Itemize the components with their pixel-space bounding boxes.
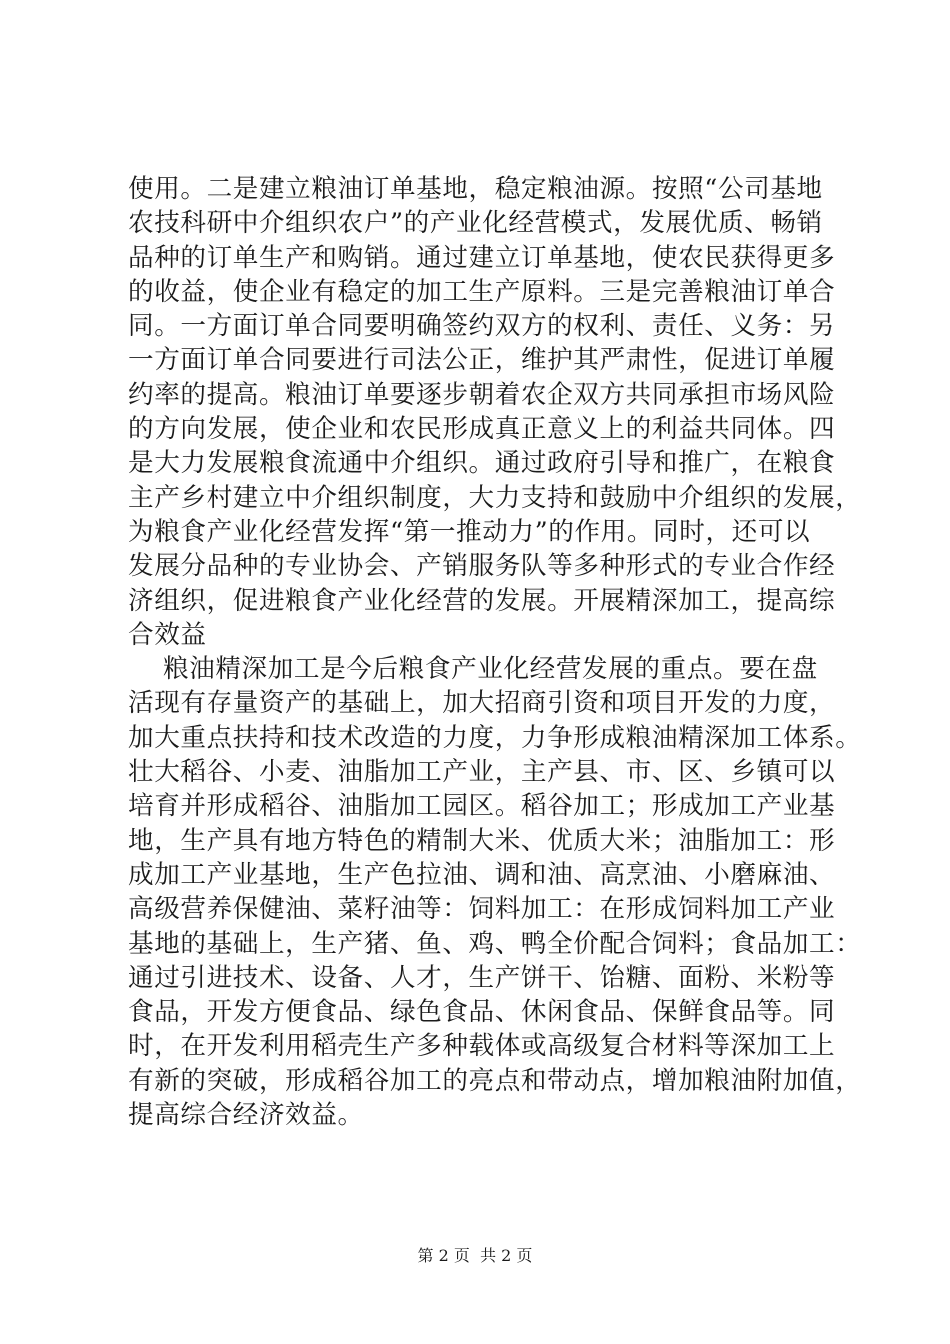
text-line: 高级营养保健油、菜籽油等：饲料加工：在形成饲料加工产业 — [128, 894, 836, 925]
text-line: 使用。二是建立粮油订单基地，稳定粮油源。按照“公司基地 — [128, 174, 823, 204]
page-number: 第 2 页 共 2 页 — [417, 1246, 533, 1265]
text-line: 一方面订单合同要进行司法公正，维护其严肃性，促进订单履 — [128, 345, 836, 376]
text-line: 培育并形成稻谷、油脂加工园区。稻谷加工；形成加工产业基 — [128, 791, 836, 822]
text-line: 有新的突破，形成稻谷加工的亮点和带动点，增加粮油附加值， — [128, 1065, 862, 1096]
text-line: 济组织，促进粮食产业化经营的发展。开展精深加工，提高综 — [128, 585, 836, 616]
text-line: 约率的提高。粮油订单要逐步朝着农企双方共同承担市场风险 — [128, 379, 836, 410]
text-line: 壮大稻谷、小麦、油脂加工产业，主产县、市、区、乡镇可以 — [128, 757, 836, 788]
text-line: 时，在开发利用稻壳生产多种载体或高级复合材料等深加工上 — [128, 1031, 836, 1062]
text-line: 的方向发展，使企业和农民形成真正意义上的利益共同体。四 — [128, 414, 836, 445]
text-line: 主产乡村建立中介组织制度，大力支持和鼓励中介组织的发展， — [128, 482, 862, 513]
text-line: 成加工产业基地，生产色拉油、调和油、高烹油、小磨麻油、 — [128, 859, 836, 890]
text-line: 品种的订单生产和购销。通过建立订单基地，使农民获得更多 — [128, 242, 836, 273]
text-line: 农技科研中介组织农户”的产业化经营模式，发展优质、畅销 — [128, 208, 823, 239]
text-line: 基地的基础上，生产猪、鱼、鸡、鸭全价配合饲料；食品加工： — [128, 928, 862, 959]
text-line: 活现有存量资产的基础上，加大招商引资和项目开发的力度， — [128, 688, 836, 719]
text-line: 为粮食产业化经营发挥“第一推动力”的作用。同时，还可以 — [128, 516, 811, 547]
text-line: 发展分品种的专业协会、产销服务队等多种形式的专业合作经 — [128, 551, 836, 582]
text-line: 合效益 — [128, 619, 207, 650]
text-line: 是大力发展粮食流通中介组织。通过政府引导和推广，在粮食 — [128, 448, 836, 479]
paragraph-first-line: 粮油精深加工是今后粮食产业化经营发展的重点。要在盘 — [128, 654, 818, 685]
text-line: 加大重点扶持和技术改造的力度，力争形成粮油精深加工体系。 — [128, 722, 862, 753]
text-line: 食品，开发方便食品、绿色食品、休闲食品、保鲜食品等。同 — [128, 997, 836, 1028]
text-line: 同。一方面订单合同要明确签约双方的权利、责任、义务：另 — [128, 311, 836, 342]
page-footer — [0, 1243, 950, 1266]
text-line: 地，生产具有地方特色的精制大米、优质大米；油脂加工：形 — [128, 825, 836, 856]
document-body — [128, 172, 862, 1132]
text-line: 的收益，使企业有稳定的加工生产原料。三是完善粮油订单合 — [128, 276, 836, 307]
text-line: 通过引进技术、设备、人才，生产饼干、饴糖、面粉、米粉等 — [128, 962, 836, 993]
text-line: 提高综合经济效益。 — [128, 1100, 364, 1131]
